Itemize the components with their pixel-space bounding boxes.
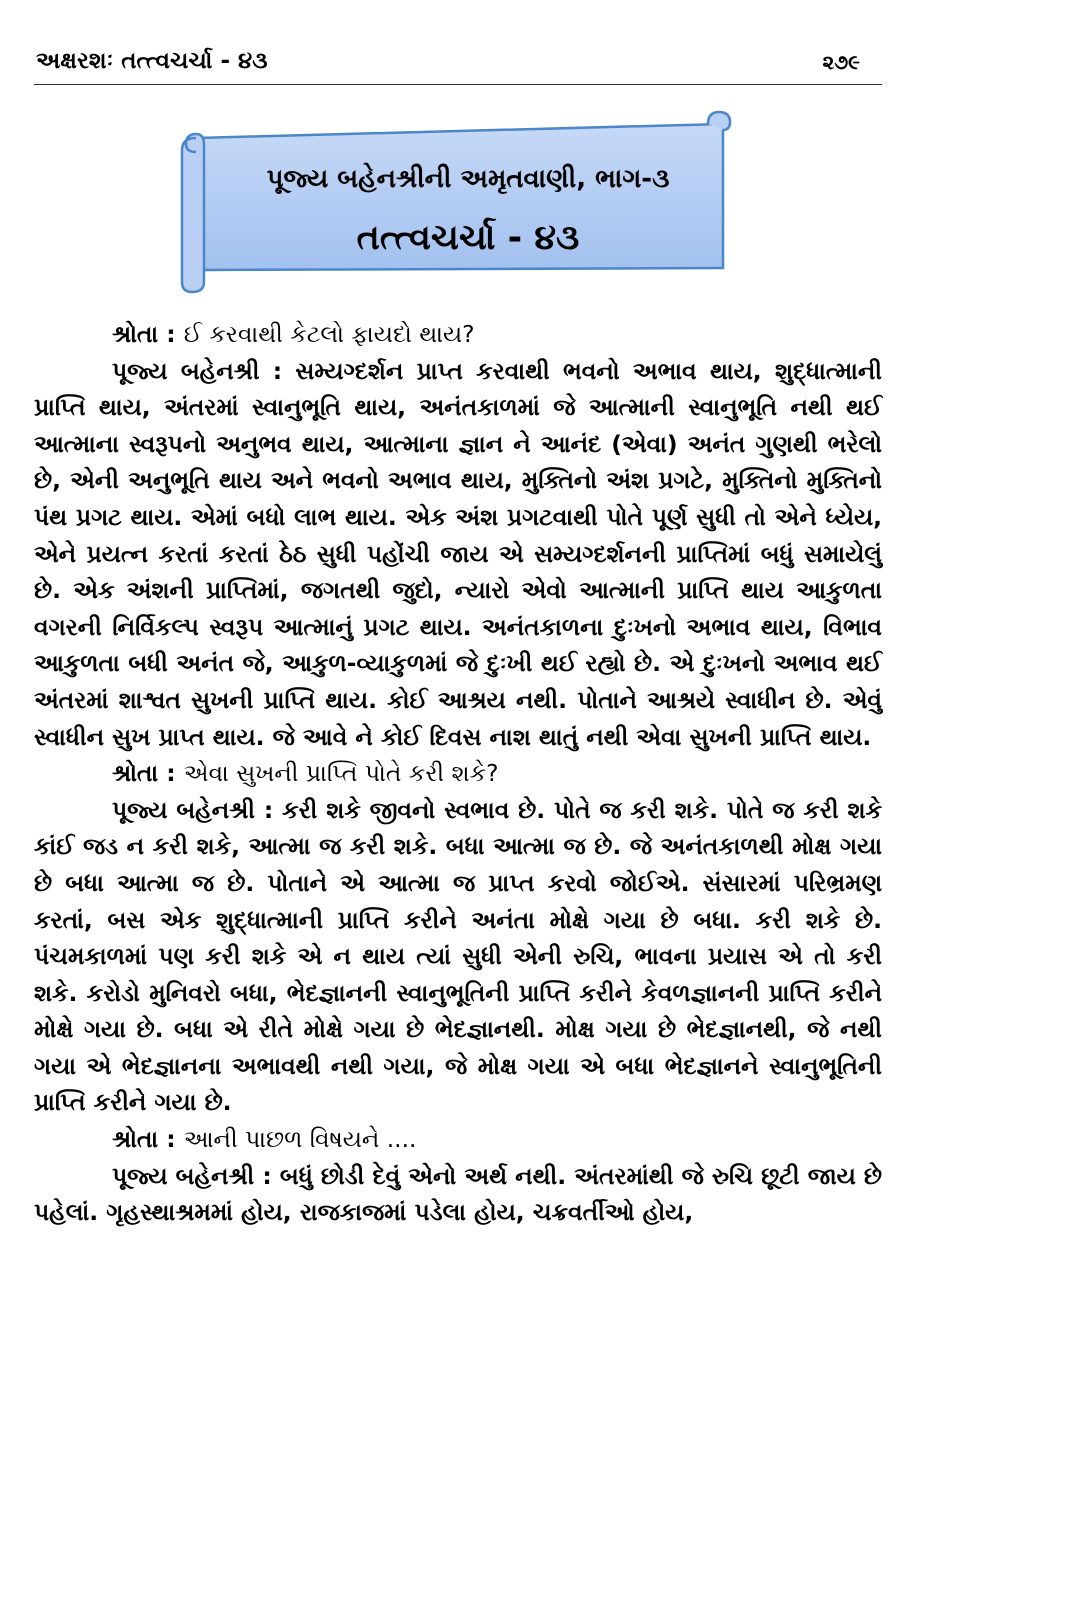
listener-question: [34, 755, 882, 792]
page-number: ૨૭૯: [822, 50, 860, 74]
bahenshri-answer: [34, 353, 882, 756]
question-text: ઈ કરવાથી કેટલો ફાયદો થાય?: [183, 320, 475, 348]
speaker-label: શ્રોતા :: [112, 320, 184, 348]
question-text: આની પાછળ વિષયને ....: [183, 1125, 417, 1154]
answer-text: સમ્યગ્દર્શન પ્રાપ્ત કરવાથી ભવનો અભાવ થાય, શુદ્ધાત્માની પ્રાપ્તિ થાય, અંતરમાં સ્વાનુભૂતિ થાય, અનંતકાળમાં જે આત્માની સ્વાનુભૂતિ નથી થઈ આત્માના સ્વરૂપનો અનુભવ થાય, આત્માના જ્ઞાન ને આનંદ (એવા) અનંત ગુણથી ભરેલો છે, એની અનુભૂતિ થાય અને ભવનો અભાવ થાય, મુક્તિનો અંશ પ્રગટે, મુક્તિનો મુક્તિનો પંથ પ્રગટ થાય. એમાં બધો લાભ થાય. એક અંશ પ્રગટવાથી પોતે પૂર્ણ સુધી તો એને ધ્યેય, એને પ્રયત્ન કરતાં કરતાં ઠેઠ સુધી પહોંચી જાય એ સમ્યગ્દર્શનની પ્રાપ્તિમાં બધું સમાયેલું છે. એક અંશની પ્રાપ્તિમાં, જગતથી જુદો, ન્યારો એવો આત્માની પ્રાપ્તિ થાય આકુળતા વગરની નિર્વિકલ્પ સ્વરૂપ આત્માનું પ્રગટ થાય. અનંતકાળના દુઃખનો અભાવ થાય, વિભાવ આકુળતા બધી અનંત જે, આકુળ-વ્યાકુળમાં જે દુઃખી થઈ રહ્યો છે. એ દુઃખનો અભાવ થઈ અંતરમાં શાશ્વત સુખની પ્રાપ્તિ થાય. કોઈ આશ્રય નથી. પોતાને આશ્રયે સ્વાધીન છે. એવું સ્વાધીન સુખ પ્રાપ્ત થાય. જે આવે ને કોઈ દિવસ નાશ થાતું નથી એવા સુખની પ્રાપ્તિ થાય.: [34, 356, 882, 751]
scroll-shape: [178, 110, 738, 300]
speaker-label: પૂજ્ય બહેનશ્રી :: [112, 356, 296, 385]
title-scroll-banner: [178, 110, 738, 300]
question-text: એવા સુખની પ્રાપ્તિ પોતે કરી શકે?: [183, 759, 499, 788]
answer-text: બધું છોડી દેવું એનો અર્થ નથી. અંતરમાંથી જે રુચિ છૂટી જાય છે પહેલાં. ગૃહસ્થાશ્રમમાં હોય, રાજકાજમાં પડેલા હોય, ચક્રવર્તીઓ હોય,: [34, 1161, 883, 1227]
banner-title: તત્ત્વચર્ચા - ૪૩: [356, 218, 580, 258]
running-title: અક્ષરશઃ તત્ત્વચર્ચા - ૪૩: [36, 48, 268, 74]
speaker-label: પૂજ્ય બહેનશ્રી :: [112, 795, 283, 824]
page-header: [34, 42, 882, 85]
bahenshri-answer: [34, 792, 882, 1121]
speaker-label: શ્રોતા :: [112, 759, 184, 788]
dialogue-body: [34, 316, 882, 1231]
bahenshri-answer: [34, 1158, 882, 1231]
speaker-label: પૂજ્ય બહેનશ્રી :: [112, 1161, 280, 1190]
banner-subtitle: પૂજ્ય બહેનશ્રીની અમૃતવાણી, ભાગ-૩: [266, 164, 670, 194]
speaker-label: શ્રોતા :: [112, 1125, 184, 1154]
answer-text: કરી શકે જીવનો સ્વભાવ છે. પોતે જ કરી શકે. પોતે જ કરી શકે કાંઈ જડ ન કરી શકે, આત્મા જ કરી શકે. બધા આત્મા જ છે. જે અનંતકાળથી મોક્ષ ગયા છે બધા આત્મા જ છે. પોતાને એ આત્મા જ પ્રાપ્ત કરવો જોઈએ. સંસારમાં પરિભ્રમણ કરતાં, બસ એક શુદ્ધાત્માની પ્રાપ્તિ કરીને અનંતા મોક્ષે ગયા છે બધા. કરી શકે છે. પંચમકાળમાં પણ કરી શકે એ ન થાય ત્યાં સુધી એની રુચિ, ભાવના પ્રયાસ એ તો કરી શકે. કરોડો મુનિવરો બધા, ભેદજ્ઞાનની સ્વાનુભૂતિની પ્રાપ્તિ કરીને કેવળજ્ઞાનની પ્રાપ્તિ કરીને મોક્ષે ગયા છે. બધા એ રીતે મોક્ષે ગયા છે ભેદજ્ઞાનથી. મોક્ષ ગયા છે ભેદજ્ઞાનથી, જે નથી ગયા એ ભેદજ્ઞાનના અભાવથી નથી ગયા, જે મોક્ષ ગયા એ બધા ભેદજ્ઞાનને સ્વાનુભૂતિની પ્રાપ્તિ કરીને ગયા છે.: [34, 795, 883, 1117]
listener-question: [34, 1121, 882, 1158]
listener-question: [34, 316, 882, 353]
